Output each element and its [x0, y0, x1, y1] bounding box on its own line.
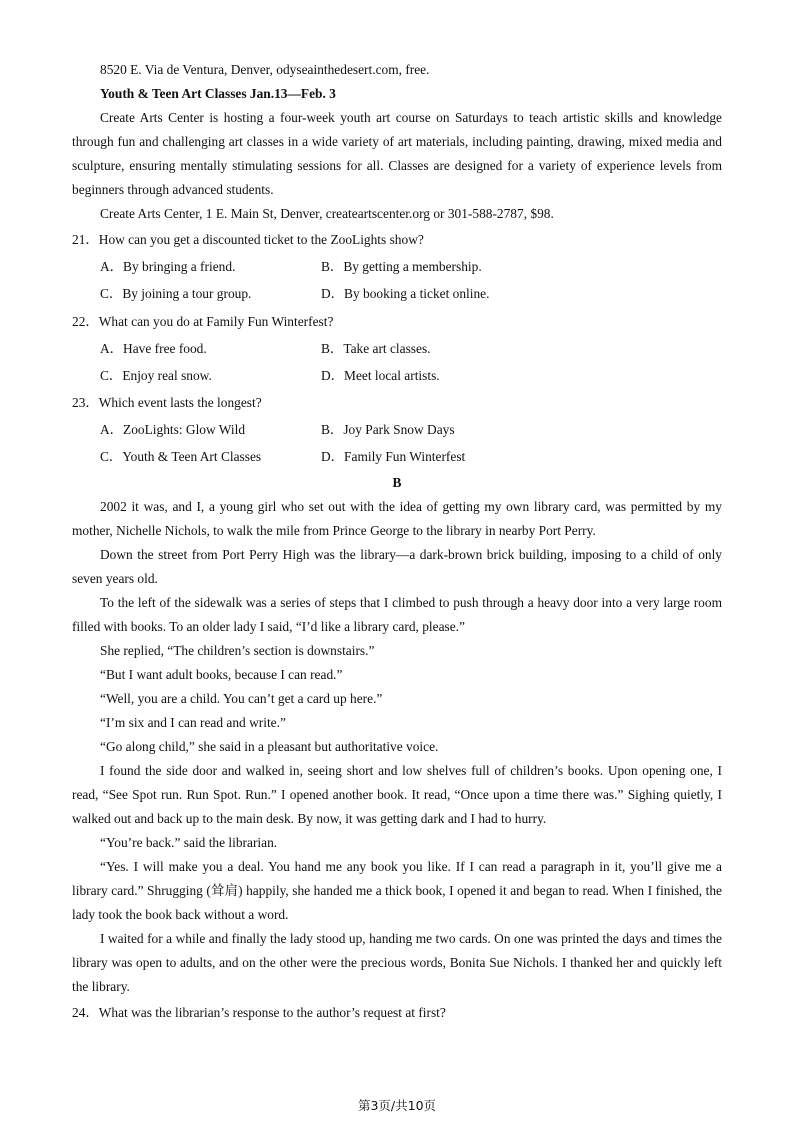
passage-paragraph: I waited for a while and finally the lady stood up, handing me two cards. On one was printed the days and times the library was open to adults, and on the other were the precious words, Bonita Sue Nichols. I thanked her and quickly left the library. — [72, 930, 722, 994]
passage-paragraph: 2002 it was, and I, a young girl who set out with the idea of getting my own library card, was permitted by my mother, Nichelle Nichols, to walk the mile from Prince George to the library in nearby Port Perry. — [72, 498, 722, 538]
passage-paragraph: To the left of the sidewalk was a series of steps that I climbed to push through a heavy door into a very large room filled with books. To an older lady I said, “I’d like a library card, please.” — [72, 594, 722, 634]
document-page — [72, 58, 722, 1026]
option-a: A．ZooLights: Glow Wild — [100, 422, 246, 438]
question-22 — [72, 308, 722, 390]
address-line: 8520 E. Via de Ventura, Denver, odyseainthedesert.com, free. — [100, 62, 430, 77]
option-c: C．By joining a tour group. — [100, 286, 252, 302]
question-24-stem: 24．What was the librarian’s response to the author’s request at first? — [72, 1004, 446, 1020]
passage-paragraph: She replied, “The children’s section is downstairs.” — [100, 642, 375, 658]
option-b: B．Joy Park Snow Days — [321, 422, 455, 438]
passage-paragraph: “Go along child,” she said in a pleasant but authoritative voice. — [100, 738, 439, 754]
passage-paragraph: “I’m six and I can read and write.” — [100, 714, 286, 730]
option-d: D．Family Fun Winterfest — [321, 449, 466, 465]
passage-paragraph: “Well, you are a child. You can’t get a card up here.” — [100, 690, 383, 706]
question-23 — [72, 389, 722, 471]
passage-paragraph: “You’re back.” said the librarian. — [100, 834, 278, 850]
option-c: C．Enjoy real snow. — [100, 367, 212, 383]
question-stem: 22．What can you do at Family Fun Winterfest? — [72, 313, 334, 329]
option-b: B．Take art classes. — [321, 340, 431, 356]
passage-paragraph: Down the street from Port Perry High was the library—a dark-brown brick building, imposing to a child of only seven years old. — [72, 546, 722, 586]
passage-paragraph: “But I want adult books, because I can read.” — [100, 666, 343, 682]
passage-paragraph: “Yes. I will make you a deal. You hand me any book you like. If I can read a paragraph in it, you’ll give me a library card.” Shrugging (耸肩) happily, she handed me a thick book, I opened it and began to read. When I finished, the lady took the book back without a word. — [72, 858, 722, 922]
question-21 — [72, 226, 722, 308]
event-title: Youth & Teen Art Classes Jan.13—Feb. 3 — [100, 86, 336, 101]
event-description: Create Arts Center is hosting a four-week youth art course on Saturdays to teach artistic skills and knowledge through fun and challenging art classes in a wide variety of art materials, including painting, drawing, mixed media and sculpture, ensuring mentally stimulating sessions for all. Classes are designed for a variety of experience levels from beginners through advanced students. — [72, 110, 722, 197]
option-d: D．Meet local artists. — [321, 367, 440, 383]
section-heading: B — [392, 474, 402, 490]
option-b: B．By getting a membership. — [321, 259, 482, 274]
option-c: C．Youth & Teen Art Classes — [100, 449, 262, 465]
option-a: A．By bringing a friend. — [100, 259, 236, 274]
event-contact: Create Arts Center, 1 E. Main St, Denver, createartscenter.org or 301-588-2787, $98. — [100, 206, 554, 221]
passage-paragraph: I found the side door and walked in, seeing short and low shelves full of children’s books. Upon opening one, I read, “See Spot run. Run Spot. Run.” I opened another book. It read, “Once upon a time there was.” Sighing quietly, I walked out and back up to the main desk. By now, it was getting dark and I had to hurry. — [72, 762, 722, 826]
option-d: D．By booking a ticket online. — [321, 286, 490, 302]
question-stem: 23．Which event lasts the longest? — [72, 395, 262, 411]
question-stem: 21．How can you get a discounted ticket to the ZooLights show? — [72, 232, 424, 247]
option-a: A．Have free food. — [100, 340, 207, 356]
passage-b — [72, 495, 722, 999]
page-footer: 第3页/共10页 — [357, 1098, 437, 1113]
